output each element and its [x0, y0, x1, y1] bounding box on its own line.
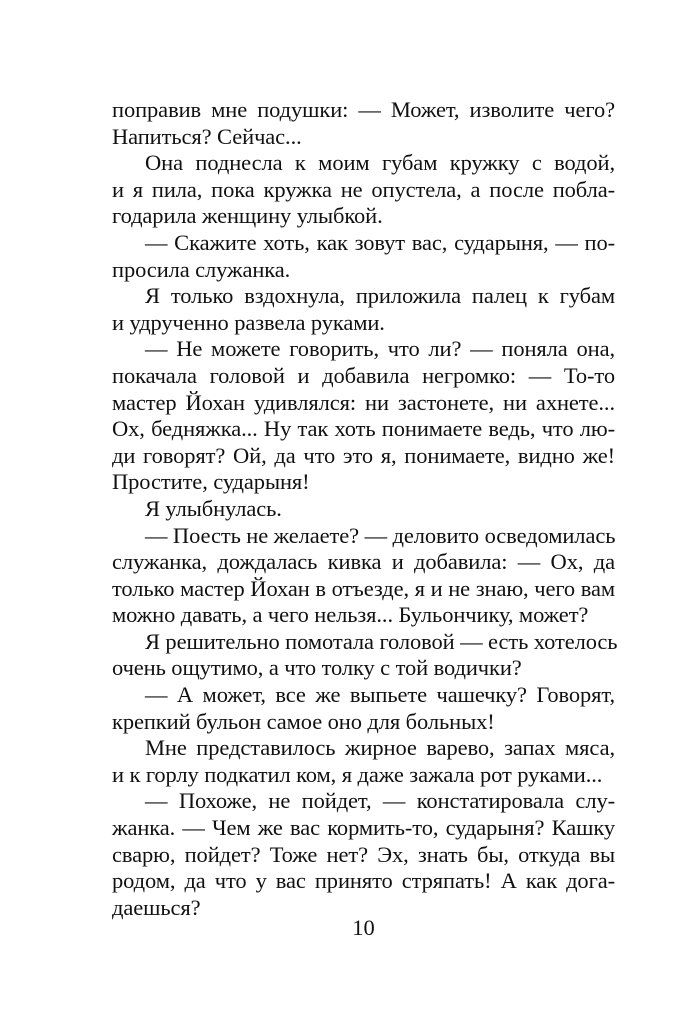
text-line: даешься? — [112, 894, 201, 920]
text-line: можно давать, а чего нельзя... Бульончику, может? — [112, 602, 589, 628]
text-line: — А может, все же выпьете чашечку? Говорят, — [145, 682, 615, 708]
text-line: — Поесть не желаете? — деловито осведомилась — [145, 522, 616, 548]
text-line: и я пила, пока кружка не опустела, а после побла- — [112, 176, 615, 202]
text-line: Напиться? Сейчас... — [112, 123, 302, 149]
text-line: крепкий бульон самое оно для больных! — [112, 708, 495, 734]
page-number: 10 — [352, 915, 375, 940]
text-line: Она поднесла к моим губам кружку с водой, — [145, 150, 615, 176]
text-line: только мастер Йохан в отъезде, я и не знаю, чего вам — [112, 575, 615, 601]
text-line: ди говорят? Ой, да что это я, понимаете, видно же! — [112, 442, 615, 468]
text-line: сварю, пойдет? Тоже нет? Эх, знать бы, откуда вы — [112, 841, 615, 867]
text-line: и к горлу подкатил ком, я даже зажала рот руками... — [112, 761, 603, 787]
text-line: просила служанка. — [112, 256, 291, 282]
text-line: — Скажите хоть, как зовут вас, сударыня, — по- — [145, 229, 615, 255]
text-line: Я решительно помотала головой — есть хотелось — [145, 628, 618, 654]
text-line: годарила женщину улыбкой. — [112, 203, 383, 229]
text-line: и удрученно развела руками. — [112, 309, 385, 335]
text-line: Ох, бедняжка... Ну так хоть понимаете ведь, что лю- — [112, 416, 615, 442]
text-line: очень ощутимо, а что толку с той водички? — [112, 655, 522, 681]
text-line: Простите, сударыня! — [112, 469, 310, 495]
text-line: — Похоже, не пойдет, — констатировала слу- — [145, 788, 615, 814]
text-line: Я только вздохнула, приложила палец к губам — [145, 283, 615, 309]
text-line: поправив мне подушки: — Может, изволите чего? — [112, 97, 615, 122]
text-line: жанка. — Чем же вас кормить-то, сударыня? Кашку — [112, 815, 615, 841]
body-text — [112, 97, 618, 921]
text-line: Мне представилось жирное варево, запах мяса, — [145, 735, 615, 761]
text-line: мастер Йохан удивлялся: ни застонете, ни ахнете... — [112, 389, 615, 415]
text-line: Я улыбнулась. — [145, 495, 282, 521]
text-line: — Не можете говорить, что ли? — поняла она, — [145, 336, 615, 362]
text-line: родом, да что у вас принято стряпать! А как дога- — [112, 868, 615, 894]
text-line: покачала головой и добавила негромко: — То-то — [112, 362, 615, 388]
text-line: служанка, дождалась кивка и добавила: — Ох, да — [112, 549, 615, 575]
